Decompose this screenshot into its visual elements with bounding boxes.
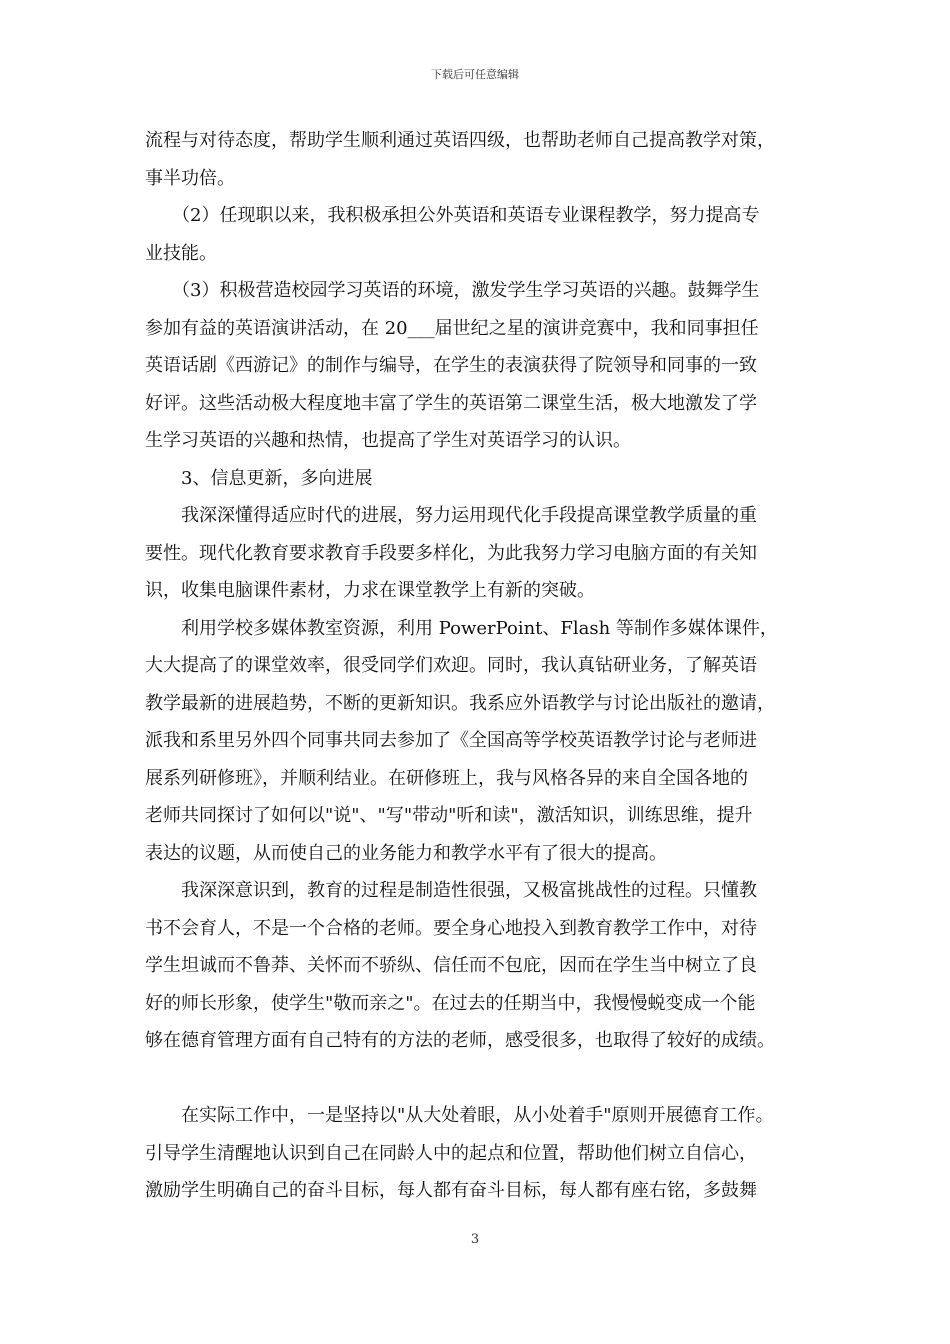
text-line: （2）任现职以来，我积极承担公外英语和英语专业课程教学，努力提高专: [145, 205, 760, 226]
text-line: 学生坦诚而不鲁莽、关怀而不骄纵、信任而不包庇，因而在学生当中树立了良: [145, 955, 757, 976]
text-line: 参加有益的英语演讲活动，在 20___届世纪之星的演讲竞赛中，我和同事担任: [145, 317, 759, 339]
text-line: 我深深懂得适应时代的进展，努力运用现代化手段提高课堂教学质量的重: [145, 505, 757, 526]
text-line: 生学习英语的兴趣和热情，也提高了学生对英语学习的认识。: [145, 430, 631, 451]
text-line: 激励学生明确自己的奋斗目标，每人都有奋斗目标，每人都有座右铭，多鼓舞: [145, 1180, 757, 1201]
document-body: [145, 127, 820, 1215]
page-header: 下载后可任意编辑: [431, 68, 519, 81]
section-heading: 3、信息更新，多向进展: [145, 467, 373, 489]
text-line: 好评。这些活动极大程度地丰富了学生的英语第二课堂生活，极大地激发了学: [145, 392, 757, 414]
text-line: 引导学生清醒地认识到自己在同龄人中的起点和位置，帮助他们树立自信心，: [145, 1142, 757, 1164]
text-line: 派我和系里另外四个同事共同去参加了《全国高等学校英语教学讨论与老师进: [145, 730, 757, 751]
blank-line: [145, 1065, 820, 1103]
page-number: 3: [470, 1232, 480, 1247]
text-line: 老师共同探讨了如何以"说"、"写"带动"听和读"，激活知识，训练思维，提升: [145, 805, 753, 826]
text-line: 事半功倍。: [145, 167, 235, 189]
text-line: 在实际工作中，一是坚持以"从大处着眼，从小处着手"原则开展德育工作。: [145, 1105, 774, 1126]
text-line: 利用学校多媒体教室资源，利用 PowerPoint、Flash 等制作多媒体课件，: [145, 617, 778, 639]
text-line: （3）积极营造校园学习英语的环境，激发学生学习英语的兴趣。鼓舞学生: [145, 280, 760, 301]
text-line: 展系列研修班》，并顺利结业。在研修班上，我与风格各异的来自全国各地的: [145, 767, 748, 789]
text-line: 识，收集电脑课件素材，力求在课堂教学上有新的突破。: [145, 580, 595, 601]
text-line: 要性。现代化教育要求教育手段要多样化，为此我努力学习电脑方面的有关知: [145, 542, 757, 564]
text-line: 书不会育人，不是一个合格的老师。要全身心地投入到教育教学工作中，对待: [145, 917, 757, 939]
text-line: 教学最新的进展趋势，不断的更新知识。我系应外语教学与讨论出版社的邀请，: [145, 692, 775, 714]
text-line: 业技能。: [145, 242, 217, 264]
text-line: 英语话剧《西游记》的制作与编导，在学生的表演获得了院领导和同事的一致: [145, 355, 757, 376]
text-line: 流程与对待态度，帮助学生顺利通过英语四级，也帮助老师自己提高教学对策，: [145, 130, 775, 151]
text-line: 大大提高了的课堂效率，很受同学们欢迎。同时，我认真钻研业务，了解英语: [145, 655, 757, 676]
text-line: 够在德育管理方面有自己特有的方法的老师，感受很多，也取得了较好的成绩。: [145, 1030, 775, 1051]
text-line: 好的师长形象，使学生"敬而亲之"。在过去的任期当中，我慢慢蜕变成一个能: [145, 992, 756, 1014]
text-line: 我深深意识到，教育的过程是制造性很强，又极富挑战性的过程。只懂教: [145, 880, 757, 901]
text-line: 表达的议题，从而使自己的业务能力和教学水平有了很大的提高。: [145, 842, 667, 864]
